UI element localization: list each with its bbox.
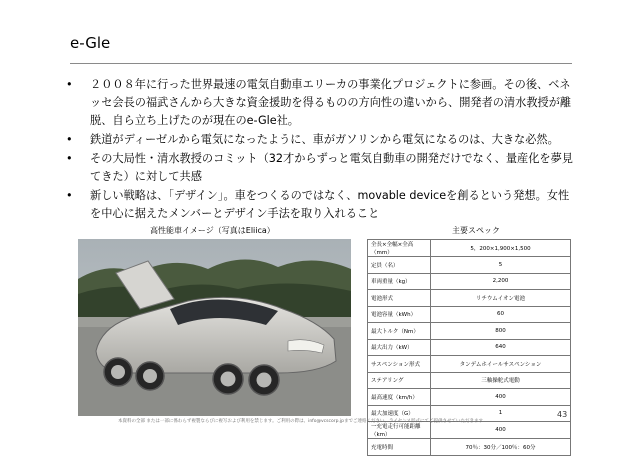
spec-label: 電池容量（kWh） [368, 306, 431, 323]
spec-row [368, 240, 571, 257]
bullet-text: その大局性・清水教授のコミット（32才からずっと電気自動車の開発だけでなく、量産化を夢見てきた）に対して共感 [90, 152, 573, 183]
spec-label: 充電時間 [368, 439, 431, 456]
car-photo [78, 239, 351, 416]
spec-label: ステアリング [368, 372, 431, 389]
spec-label: 最大加速度（G） [368, 405, 431, 422]
spec-row [368, 306, 571, 323]
bullet-item [66, 76, 574, 130]
spec-row [368, 257, 571, 274]
bullet-text: 新しい戦略は、「デザイン」。車をつくるのではなく、movable deviceを創るという発想。女性を中心に据えたメンバーとデザイン手法を取り入れること [90, 189, 570, 220]
spec-label: 全長×全幅×全高（mm） [368, 240, 431, 257]
bullet-dot: • [66, 189, 73, 202]
footer-note: 本資料の全部 または一部に係わらず複製ならびに複写および利用を禁じます。ご利用の際は、info@vcscorp.jpまでご連絡ください。ライセンス形式にてご提供させていただきます [118, 419, 484, 424]
bullet-dot: • [66, 78, 73, 91]
spec-label: 一充電走行可能距離（km） [368, 422, 431, 439]
bullet-item [66, 150, 574, 186]
spec-value: 400 [431, 389, 571, 406]
spec-label: 定員（名） [368, 257, 431, 274]
spec-value: 60 [431, 306, 571, 323]
photo-caption: 高性能車イメージ（写真はEliica） [150, 226, 275, 235]
spec-value: 70％：30分／100％：60分 [431, 439, 571, 456]
spec-value: 5，200×1,900×1,500 [431, 240, 571, 257]
bullet-text: ２００８年に行った世界最速の電気自動車エリーカの事業化プロジェクトに参画。その後、ベネッセ会長の福武さんから大きな資金援助を得るものの方向性の違いから、開発者の清水教授が離脱、自ら立ち上げたのが現在のe-Gle社。 [90, 78, 572, 127]
spec-row [368, 389, 571, 406]
title-divider [70, 63, 572, 64]
spec-value: 1 [431, 405, 571, 422]
spec-value: 640 [431, 339, 571, 356]
spec-label: サスペンション形式 [368, 356, 431, 373]
bullet-dot: • [66, 152, 73, 165]
bullet-item [66, 131, 574, 149]
spec-row [368, 356, 571, 373]
spec-label: 最大出力（kW） [368, 339, 431, 356]
spec-row [368, 439, 571, 456]
spec-row [368, 273, 571, 290]
bullet-text: 鉄道がディーゼルから電気になったように、車がガソリンから電気になるのは、大きな必然。 [90, 133, 559, 146]
spec-value: 400 [431, 422, 571, 439]
spec-row [368, 290, 571, 307]
spec-row [368, 422, 571, 439]
spec-value: 5 [431, 257, 571, 274]
spec-value: リチウムイオン電池 [431, 290, 571, 307]
bullet-dot: • [66, 133, 73, 146]
spec-row [368, 372, 571, 389]
spec-row [368, 323, 571, 340]
slide-title: e-Gle [70, 34, 111, 52]
spec-value: 800 [431, 323, 571, 340]
page-number: 43 [557, 410, 568, 419]
spec-label: 車両重量（kg） [368, 273, 431, 290]
spec-caption: 主要スペック [452, 226, 500, 235]
spec-value: 三軸操舵式電動 [431, 372, 571, 389]
spec-label: 最大トルク（Nm） [368, 323, 431, 340]
bullet-list [66, 76, 574, 224]
spec-value: 2,200 [431, 273, 571, 290]
spec-label: 最高速度（km/h） [368, 389, 431, 406]
spec-value: タンデムホイールサスペンション [431, 356, 571, 373]
spec-label: 電池形式 [368, 290, 431, 307]
bullet-item [66, 187, 574, 223]
spec-row [368, 339, 571, 356]
